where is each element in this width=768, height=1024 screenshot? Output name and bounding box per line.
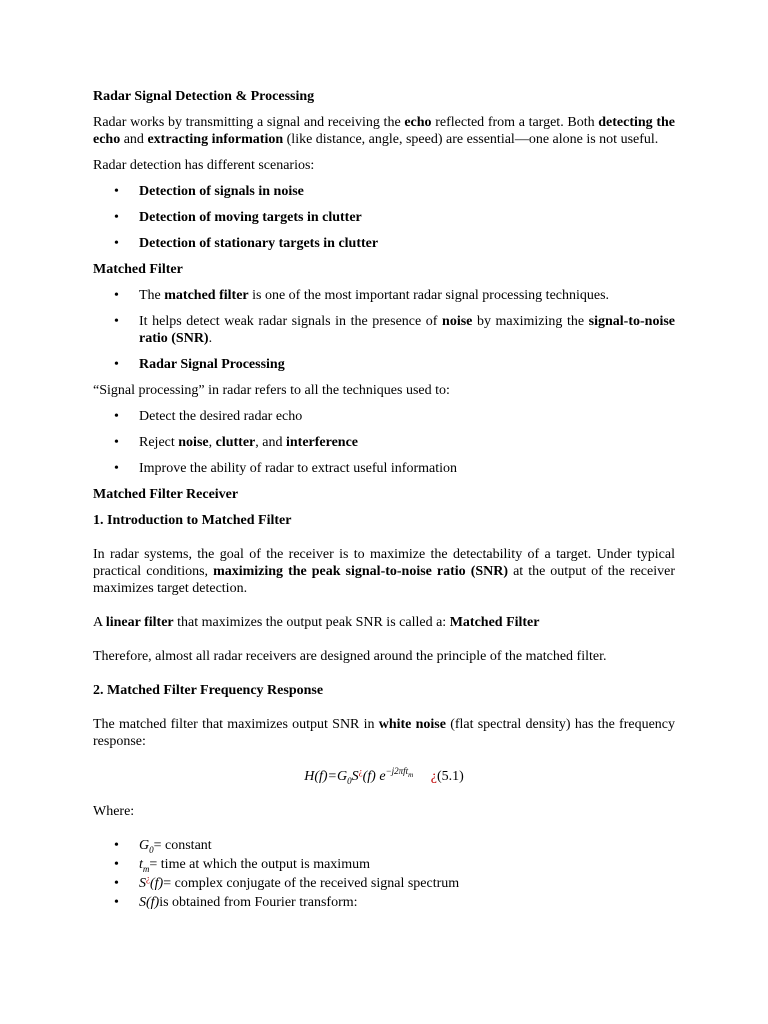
section-2-heading: 2. Matched Filter Frequency Response (93, 683, 324, 698)
paragraph-bold: Matched Filter (449, 615, 540, 630)
paragraph-text: The matched filter that maximizes output SNR in (93, 717, 379, 732)
list-text: It helps detect weak radar signals in the presence of (139, 314, 443, 329)
symbol-argument: (f) (150, 876, 164, 891)
symbol: S(f) (139, 895, 160, 910)
list-bold: noise (442, 314, 473, 329)
list-text: . (208, 331, 213, 346)
equation-5-1 (93, 768, 675, 785)
list-text: The (139, 288, 165, 303)
intro-bold-echo: echo (404, 115, 432, 130)
intro-text: reflected from a target. Both (431, 115, 599, 130)
scenarios-intro: Radar detection has different scenarios: (93, 158, 315, 173)
list-text: Detect the desired radar echo (139, 409, 303, 424)
document-body (93, 88, 675, 913)
equation-exponent: −j2πft (385, 766, 409, 777)
list-item (93, 313, 675, 347)
paragraph-text: that maximizes the output peak SNR is called a: (173, 615, 450, 630)
intro-text: Radar works by transmitting a signal and receiving the (93, 115, 405, 130)
list-bold: interference (285, 435, 359, 450)
section-1-heading: 1. Introduction to Matched Filter (93, 513, 292, 528)
symbol-subscript: 0 (149, 844, 154, 855)
symbol-subscript: m (142, 863, 150, 874)
list-text: Reject (139, 435, 179, 450)
list-text: Improve the ability of radar to extract useful information (139, 461, 458, 476)
intro-paragraph (93, 114, 675, 148)
list-text: is one of the most important radar signal processing techniques. (248, 288, 610, 303)
list-text: is obtained from Fourier transform: (159, 895, 358, 910)
intro-bold-detecting: detecting the echo (93, 115, 676, 147)
list-item (93, 460, 675, 477)
equation-lhs: H(f)=G (304, 769, 348, 784)
list-bold: clutter (215, 435, 256, 450)
paragraph-bold: linear filter (105, 615, 174, 630)
page-title: Radar Signal Detection & Processing (93, 89, 315, 104)
list-item (93, 408, 675, 425)
list-item (93, 894, 675, 911)
equation-marker: ¿ (430, 769, 437, 784)
paragraph-text: A (93, 615, 106, 630)
paragraph-bold: white noise (378, 717, 446, 732)
scenarios-list (93, 183, 675, 252)
matched-filter-heading: Matched Filter (93, 262, 183, 277)
scenario-text: Detection of stationary targets in clutter (139, 236, 379, 251)
list-bold: signal-to-noise ratio (SNR) (139, 314, 675, 346)
matched-filter-receiver-heading: Matched Filter Receiver (93, 487, 239, 502)
scenario-text: Detection of signals in noise (139, 184, 304, 199)
list-item (93, 209, 675, 226)
where-label: Where: (93, 804, 135, 819)
list-bold: matched filter (164, 288, 249, 303)
list-item (93, 287, 675, 304)
symbol: S (139, 876, 146, 891)
list-item (93, 235, 675, 252)
section-1-paragraph-1 (93, 546, 675, 597)
list-item (93, 356, 675, 373)
symbol: G (139, 838, 150, 853)
intro-text: and (120, 132, 148, 147)
list-item (93, 183, 675, 200)
list-text: by maximizing the (472, 314, 589, 329)
equation-argument: (f) e (362, 769, 386, 784)
section-2-paragraph-1 (93, 716, 675, 750)
list-text: = constant (153, 838, 212, 853)
list-text: , (208, 435, 216, 450)
equation-symbol: S (351, 769, 359, 784)
paragraph-text: (flat spectral density) has the frequency response: (93, 717, 675, 749)
signal-processing-intro: “Signal processing” in radar refers to all the techniques used to: (93, 383, 450, 398)
list-bold: Radar Signal Processing (139, 357, 285, 372)
where-list (93, 837, 675, 911)
matched-filter-list (93, 287, 675, 373)
equation-conjugate-mark: ¿ (358, 766, 363, 777)
list-item (93, 434, 675, 451)
list-item (93, 856, 675, 873)
scenario-text: Detection of moving targets in clutter (139, 210, 362, 225)
list-text: = complex conjugate of the received signal spectrum (163, 876, 460, 891)
list-item (93, 837, 675, 854)
list-text: , and (255, 435, 286, 450)
equation-number: (5.1) (436, 769, 464, 784)
conjugate-mark: ¿ (146, 873, 150, 884)
list-text: = time at which the output is maximum (149, 857, 370, 872)
paragraph-text: In radar systems, the goal of the receiver is to maximize the detectability of a target. Under typical practical conditions, (93, 547, 675, 579)
intro-text: (like distance, angle, speed) are essential—one alone is not useful. (283, 132, 659, 147)
section-1-paragraph-3: Therefore, almost all radar receivers are designed around the principle of the matched filter. (93, 649, 607, 664)
equation-subscript: 0 (347, 775, 352, 786)
intro-bold-extracting: extracting information (147, 132, 284, 147)
equation-exponent-subscript: m (408, 771, 414, 780)
signal-processing-list (93, 408, 675, 477)
section-1-paragraph-2 (93, 614, 675, 631)
symbol: t (139, 857, 143, 872)
list-bold: noise (178, 435, 209, 450)
paragraph-text: at the output of the receiver maximizes target detection. (93, 564, 675, 596)
list-item (93, 875, 675, 892)
paragraph-bold: maximizing the peak signal-to-noise ratio (SNR) (213, 564, 509, 579)
